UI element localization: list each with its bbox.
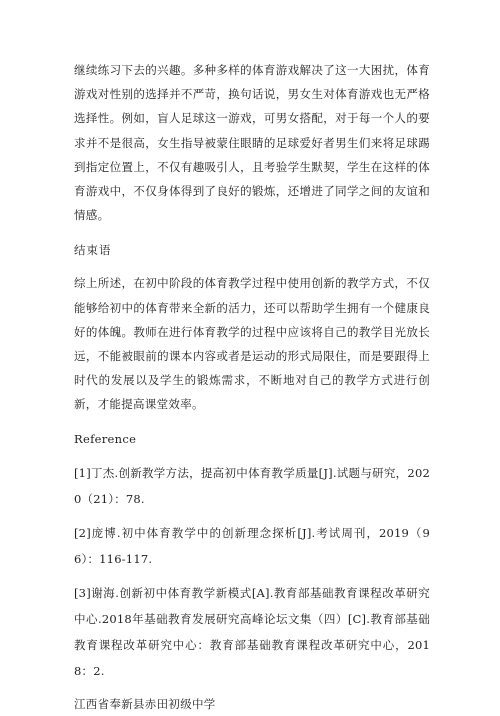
reference-item-2: [2]庞博.初中体育教学中的创新理念探析[J].考试周刊，2019（96）：116-117. <box>74 525 430 566</box>
author-affiliation: 江西省奉新县赤田初级中学 <box>74 696 216 711</box>
reference-item-3: [3]谢海.创新初中体育教学新模式[A].教育部基础教育课程改革研究中心.2018年基础教育发展研究高峰论坛文集（四）[C].教育部基础教育课程改革研究中心：教育部基础教育课程改革研究中心，2018：2. <box>74 585 430 678</box>
conclusion-paragraph: 综上所述，在初中阶段的体育教学过程中使用创新的教学方式，不仅能够给初中的体育带来全新的活力，还可以帮助学生拥有一个健康良好的体魄。教师在进行体育教学的过程中应该将自己的教学目光放长远，不能被眼前的课本内容或者是运动的形式局限住，而是要跟得上时代的发展以及学生的锻炼需求，不断地对自己的教学方式进行创新，才能提高课堂效率。 <box>74 276 430 412</box>
reference-item-1: [1]丁杰.创新教学方法，提高初中体育教学质量[J].试题与研究，2020（21）：78. <box>74 465 430 506</box>
body-paragraph: 继续练习下去的兴趣。多种多样的体育游戏解决了这一大困扰，体育游戏对性别的选择并不严苛，换句话说，男女生对体育游戏也无严格选择性。例如，盲人足球这一游戏，可男女搭配，对于每一个人的要求并不是很高，女生指导被蒙住眼睛的足球爱好者男生们来将足球踢到指定位置上，不仅有趣吸引人，且考验学生默契，学生在这样的体育游戏中，不仅身体得到了良好的锻炼，还增进了同学之间的友谊和情感。 <box>74 63 430 223</box>
document-page <box>74 58 430 716</box>
reference-heading: Reference <box>74 431 137 446</box>
conclusion-heading: 结束语 <box>74 243 112 258</box>
